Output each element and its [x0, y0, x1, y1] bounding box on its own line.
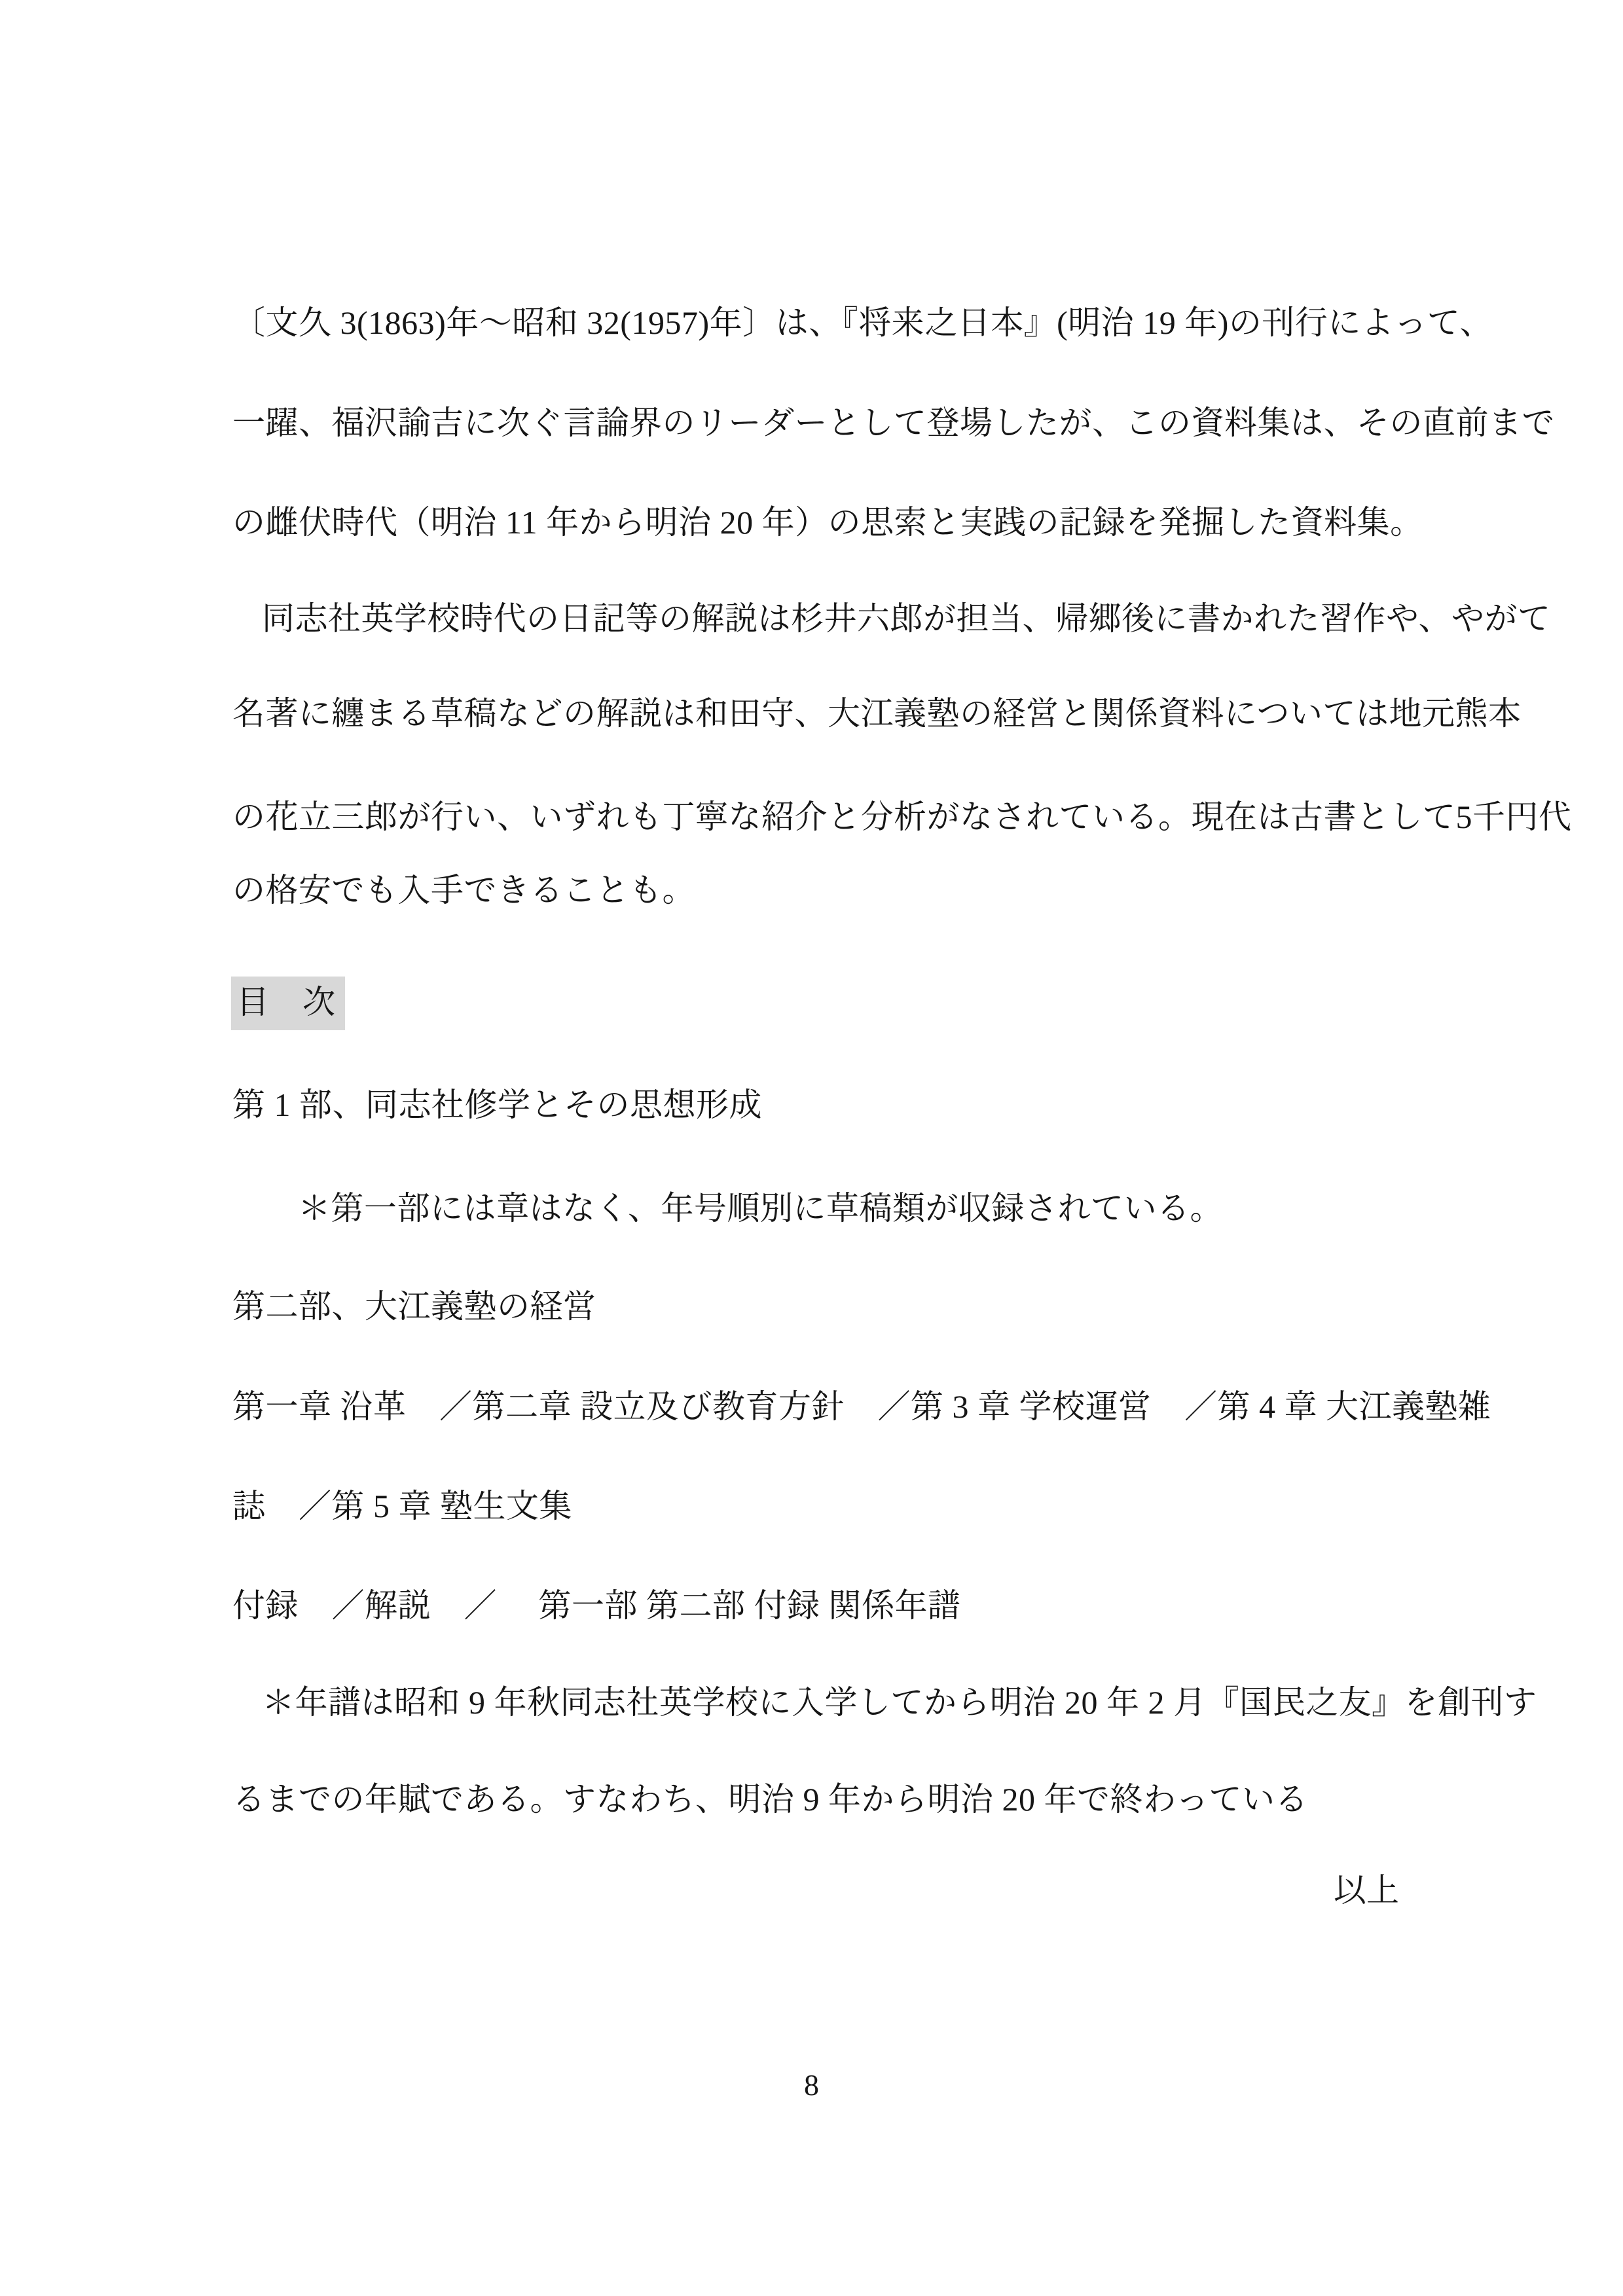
toc-heading-highlight: 目 次	[231, 977, 345, 1030]
body-line: 〔文久 3(1863)年～昭和 32(1957)年〕は、『将来之日本』(明治 19 年)の刊行によって、	[232, 304, 1493, 341]
body-line: 同志社英学校時代の日記等の解説は杉井六郎が担当、帰郷後に書かれた習作や、やがて	[262, 600, 1551, 637]
body-line: の格安でも入手できることも。	[232, 872, 695, 908]
toc-heading	[231, 977, 345, 1030]
toc-line: 第一章 沿革 ／第二章 設立及び教育方針 ／第 3 章 学校運営 ／第 4 章 大江義塾雑	[232, 1388, 1491, 1425]
body-line: の雌伏時代（明治 11 年から明治 20 年）の思索と実践の記録を発掘した資料集。	[232, 504, 1423, 541]
closing-label: 以上	[1334, 1872, 1399, 1909]
body-line: の花立三郎が行い、いずれも丁寧な紹介と分析がなされている。現在は古書として5千円代	[232, 798, 1572, 835]
toc-line: 誌 ／第 5 章 塾生文集	[232, 1488, 572, 1524]
toc-line: 第二部、大江義塾の経営	[232, 1288, 596, 1325]
toc-note-line: ＊年譜は昭和 9 年秋同志社英学校に入学してから明治 20 年 2 月『国民之友』を創刊す	[262, 1684, 1537, 1721]
body-line: 一躍、福沢諭吉に次ぐ言論界のリーダーとして登場したが、この資料集は、その直前まで	[232, 404, 1555, 441]
toc-line: 付録 ／解説 ／ 第一部 第二部 付録 関係年譜	[232, 1587, 961, 1624]
toc-line: 第 1 部、同志社修学とその思想形成	[232, 1086, 762, 1123]
body-line: 名著に纏まる草稿などの解説は和田守、大江義塾の経営と関係資料については地元熊本	[232, 695, 1522, 732]
page-number: 8	[804, 2068, 819, 2102]
toc-note-line: ＊第一部には章はなく、年号順別に草稿類が収録されている。	[298, 1190, 1223, 1227]
toc-note-line: るまでの年賦である。すなわち、明治 9 年から明治 20 年で終わっている	[232, 1781, 1308, 1818]
